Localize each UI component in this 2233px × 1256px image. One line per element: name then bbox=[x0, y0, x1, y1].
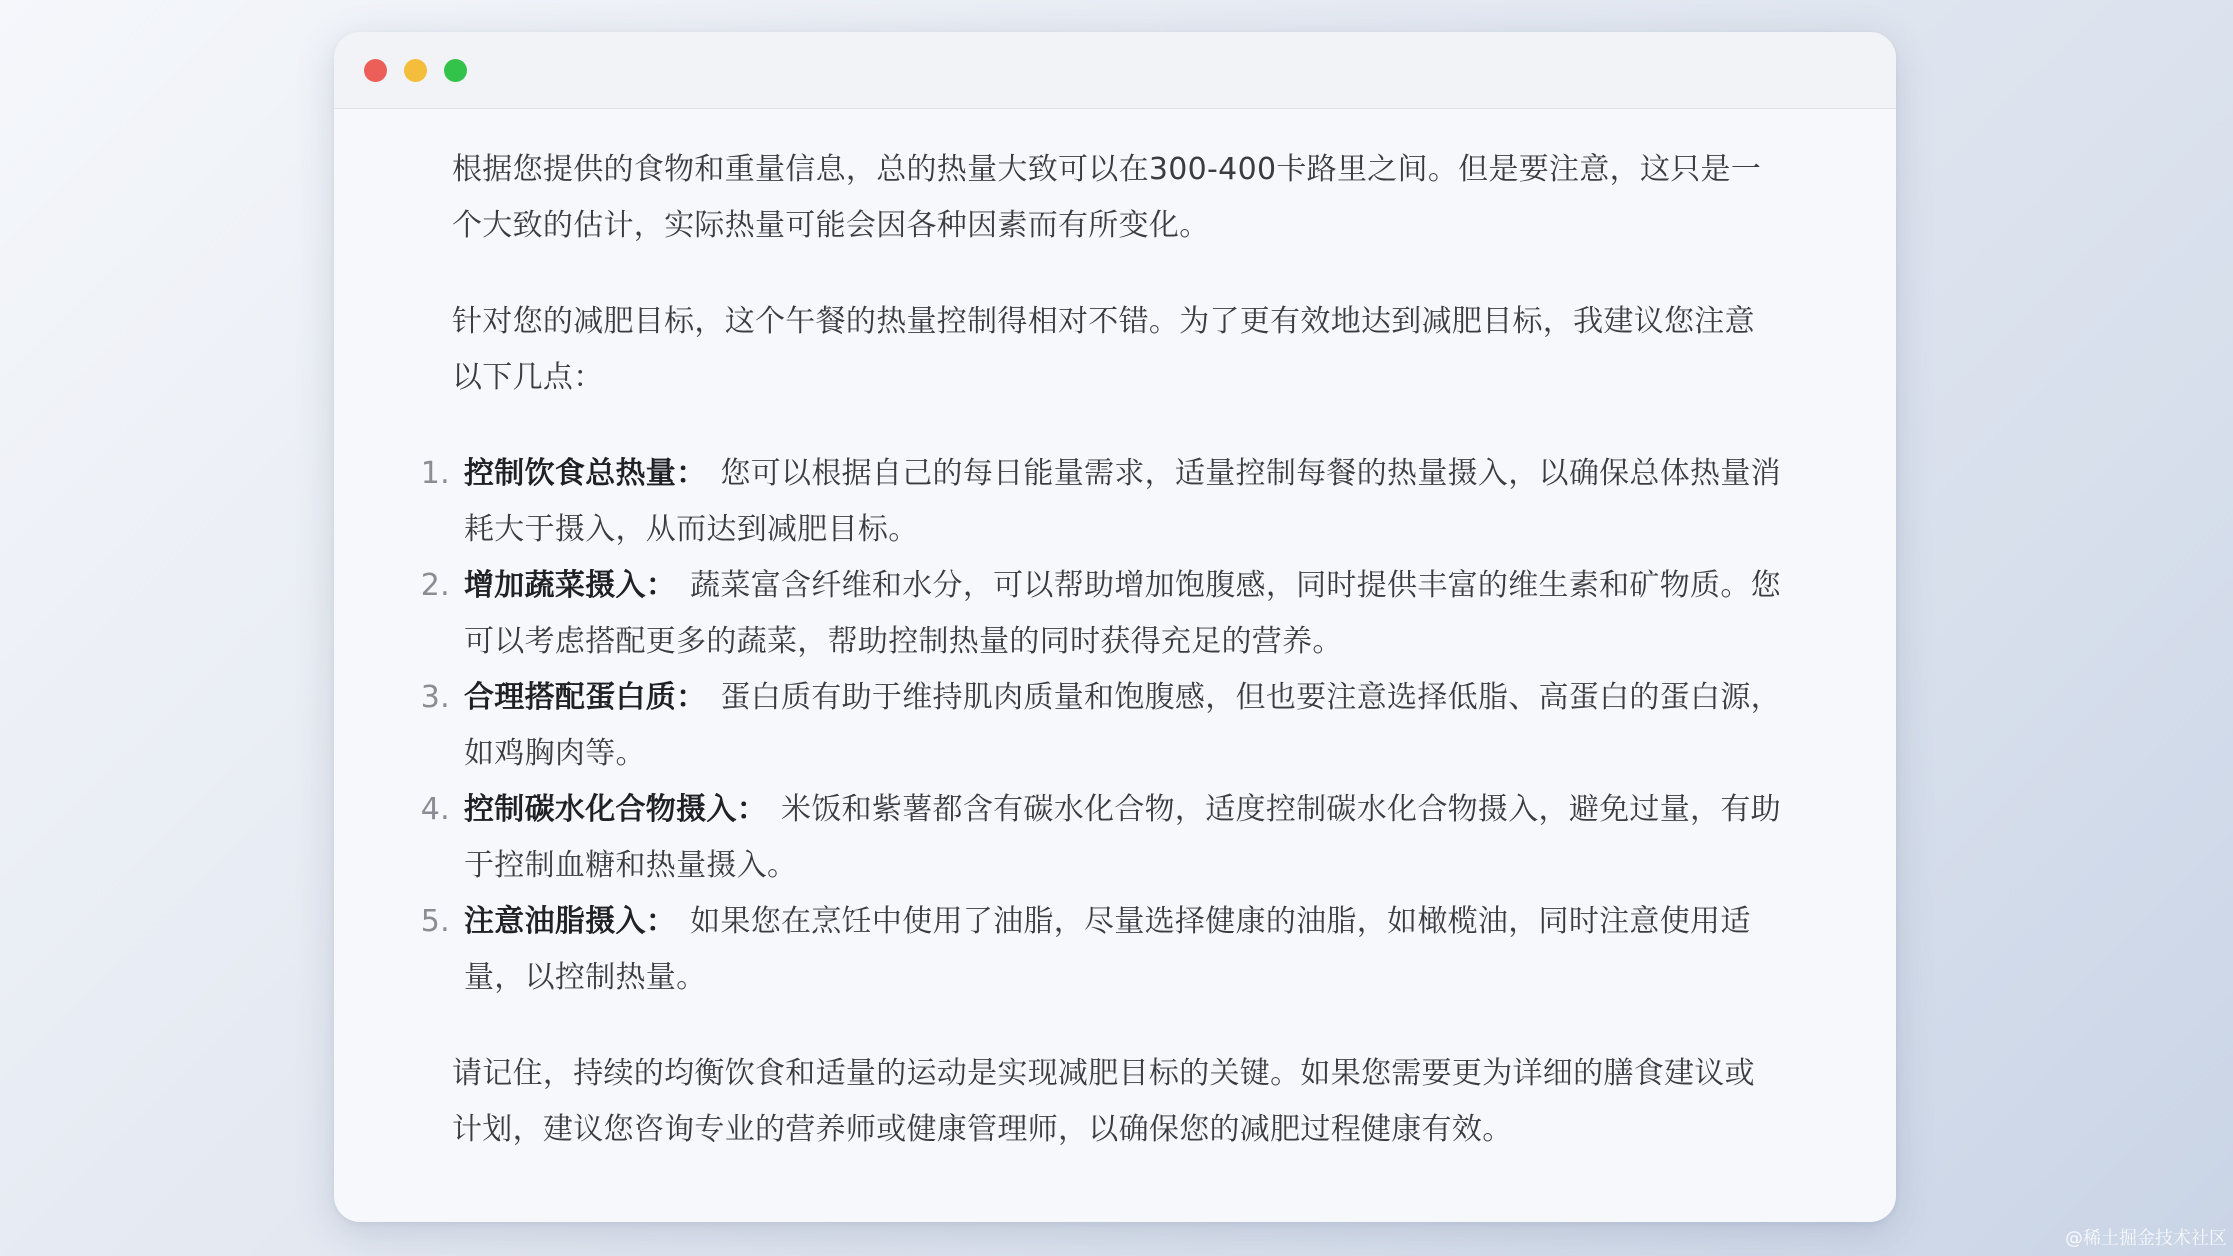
message-content bbox=[420, 142, 1782, 1158]
item-title: 注意油脂摄入 bbox=[464, 904, 646, 939]
item-text: 蛋白质有助于维持肌肉质量和饱腹感，但也要注意选择低脂、高蛋白的蛋白源，如鸡胸肉等。 bbox=[464, 680, 1781, 771]
suggestion-list bbox=[420, 446, 1782, 1006]
item-title: 控制碳水化合物摄入 bbox=[464, 792, 737, 827]
list-number: 1. bbox=[420, 456, 450, 491]
list-item bbox=[420, 558, 1782, 670]
item-colon: ： bbox=[676, 456, 707, 491]
list-item bbox=[420, 782, 1782, 894]
list-item bbox=[420, 670, 1782, 782]
closing-paragraph: 请记住，持续的均衡饮食和适量的运动是实现减肥目标的关键。如果您需要更为详细的膳食建议或计划，建议您咨询专业的营养师或健康管理师，以确保您的减肥过程健康有效。 bbox=[452, 1056, 1755, 1147]
item-text: 您可以根据自己的每日能量需求，适量控制每餐的热量摄入，以确保总体热量消耗大于摄入，从而达到减肥目标。 bbox=[464, 456, 1781, 547]
list-number: 3. bbox=[420, 680, 450, 715]
item-title: 增加蔬菜摄入 bbox=[464, 568, 646, 603]
item-colon: ： bbox=[645, 904, 677, 939]
watermark: @稀土掘金技术社区 bbox=[2065, 1228, 2227, 1249]
item-title: 控制饮食总热量 bbox=[464, 456, 677, 491]
intro-paragraph: 根据您提供的食物和重量信息，总的热量大致可以在300-400卡路里之间。但是要注意，这只是一个大致的估计，实际热量可能会因各种因素而有所变化。 bbox=[452, 152, 1762, 243]
list-number: 5. bbox=[420, 904, 450, 939]
item-title: 合理搭配蛋白质 bbox=[464, 680, 677, 715]
list-number: 2. bbox=[420, 568, 450, 603]
list-item bbox=[420, 894, 1782, 1006]
window-titlebar bbox=[334, 32, 1896, 109]
close-window-button[interactable] bbox=[364, 59, 387, 82]
item-text: 如果您在烹饪中使用了油脂，尽量选择健康的油脂，如橄榄油，同时注意使用适量，以控制热量。 bbox=[464, 904, 1751, 995]
minimize-window-button[interactable] bbox=[404, 59, 427, 82]
list-number: 4. bbox=[420, 792, 450, 827]
item-colon: ： bbox=[676, 680, 707, 715]
item-text: 蔬菜富含纤维和水分，可以帮助增加饱腹感，同时提供丰富的维生素和矿物质。您可以考虑搭配更多的蔬菜，帮助控制热量的同时获得充足的营养。 bbox=[464, 568, 1781, 659]
list-item bbox=[420, 446, 1782, 558]
maximize-window-button[interactable] bbox=[444, 59, 467, 82]
item-text: 米饭和紫薯都含有碳水化合物，适度控制碳水化合物摄入，避免过量，有助于控制血糖和热量摄入。 bbox=[464, 792, 1781, 883]
chat-window bbox=[334, 32, 1896, 1222]
item-colon: ： bbox=[645, 568, 677, 603]
item-colon: ： bbox=[736, 792, 768, 827]
lead-paragraph: 针对您的减肥目标，这个午餐的热量控制得相对不错。为了更有效地达到减肥目标，我建议您注意以下几点： bbox=[452, 304, 1755, 395]
